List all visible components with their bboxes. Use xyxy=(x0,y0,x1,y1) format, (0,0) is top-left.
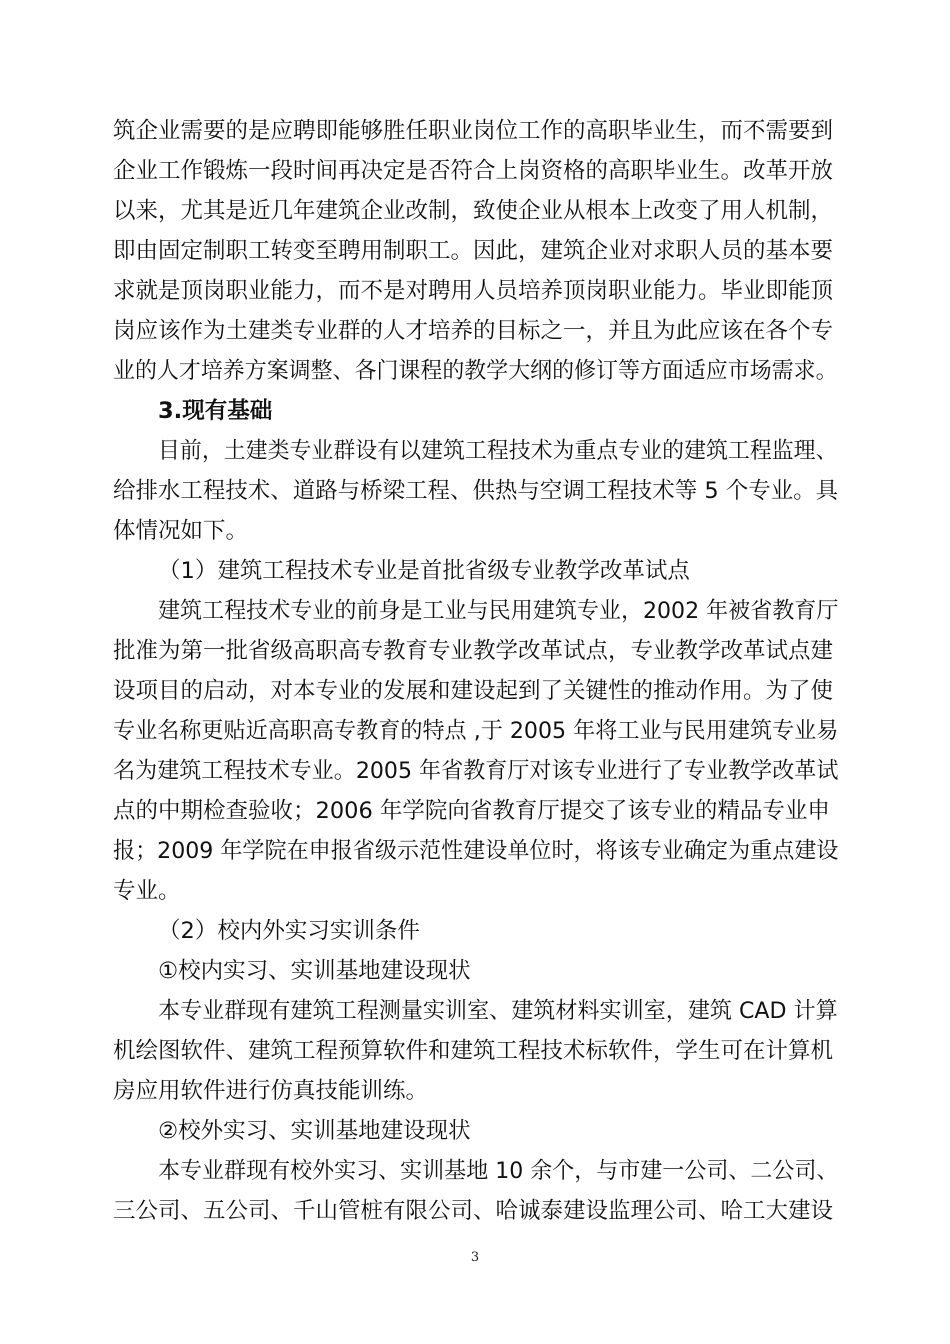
body-text-line: 点的中期检查验收；2006 年学院向省教育厅提交了该专业的精品专业申 xyxy=(113,798,830,824)
body-text-line: 岗应该作为土建类专业群的人才培养的目标之一，并且为此应该在各个专 xyxy=(113,318,834,344)
body-text-line: 报；2009 年学院在申报省级示范性建设单位时，将该专业确定为重点建设 xyxy=(113,838,839,864)
sub-item-heading: ①校内实习、实训基地建设现状 xyxy=(158,958,471,984)
body-text-line: 企业工作锻炼一段时间再决定是否符合上岗资格的高职毕业生。改革开放 xyxy=(113,158,834,184)
body-text-line: 房应用软件进行仿真技能训练。 xyxy=(113,1078,429,1104)
body-text-line: 求就是顶岗职业能力，而不是对聘用人员培养顶岗职业能力。毕业即能顶 xyxy=(113,278,834,304)
body-text-line: 专业。 xyxy=(113,878,181,904)
body-text-line: 设项目的启动，对本专业的发展和建设起到了关键性的推动作用。为了使 xyxy=(113,678,834,704)
body-text-line: 筑企业需要的是应聘即能够胜任职业岗位工作的高职毕业生，而不需要到 xyxy=(113,118,834,144)
section-heading: 3.现有基础 xyxy=(158,398,273,424)
subsection-heading: （2）校内外实习实训条件 xyxy=(158,918,420,944)
body-text-line: 以来，尤其是近几年建筑企业改制，致使企业从根本上改变了用人机制， xyxy=(113,198,834,224)
body-text-line: 三公司、五公司、千山管桩有限公司、哈诚泰建设监理公司、哈工大建设 xyxy=(113,1198,834,1224)
sub-item-heading: ②校外实习、实训基地建设现状 xyxy=(158,1118,471,1144)
body-text-line: 名为建筑工程技术专业。2005 年省教育厅对该专业进行了专业教学改革试 xyxy=(113,758,839,784)
body-text-line: 机绘图软件、建筑工程预算软件和建筑工程技术标软件，学生可在计算机 xyxy=(113,1038,834,1064)
paragraph-first-line: 建筑工程技术专业的前身是工业与民用建筑专业，2002 年被省教育厅 xyxy=(158,598,839,624)
body-text-line: 即由固定制职工转变至聘用制职工。因此，建筑企业对求职人员的基本要 xyxy=(113,238,834,264)
paragraph-first-line: 目前，土建类专业群设有以建筑工程技术为重点专业的建筑工程监理、 xyxy=(158,438,838,464)
body-text-line: 专业名称更贴近高职高专教育的特点 ,于 2005 年将工业与民用建筑专业易 xyxy=(113,718,839,744)
body-text-line: 给排水工程技术、道路与桥梁工程、供热与空调工程技术等 5 个专业。具 xyxy=(113,478,839,504)
subsection-heading: （1）建筑工程技术专业是首批省级专业教学改革试点 xyxy=(158,558,690,584)
paragraph-first-line: 本专业群现有建筑工程测量实训室、建筑材料实训室，建筑 CAD 计算 xyxy=(158,998,838,1024)
body-text-line: 体情况如下。 xyxy=(113,518,249,544)
paragraph-first-line: 本专业群现有校外实习、实训基地 10 余个，与市建一公司、二公司、 xyxy=(158,1158,839,1184)
page-number: 3 xyxy=(470,1250,480,1265)
body-text-line: 业的人才培养方案调整、各门课程的教学大纲的修订等方面适应市场需求。 xyxy=(113,358,838,384)
body-text-line: 批准为第一批省级高职高专教育专业教学改革试点，专业教学改革试点建 xyxy=(113,638,834,664)
